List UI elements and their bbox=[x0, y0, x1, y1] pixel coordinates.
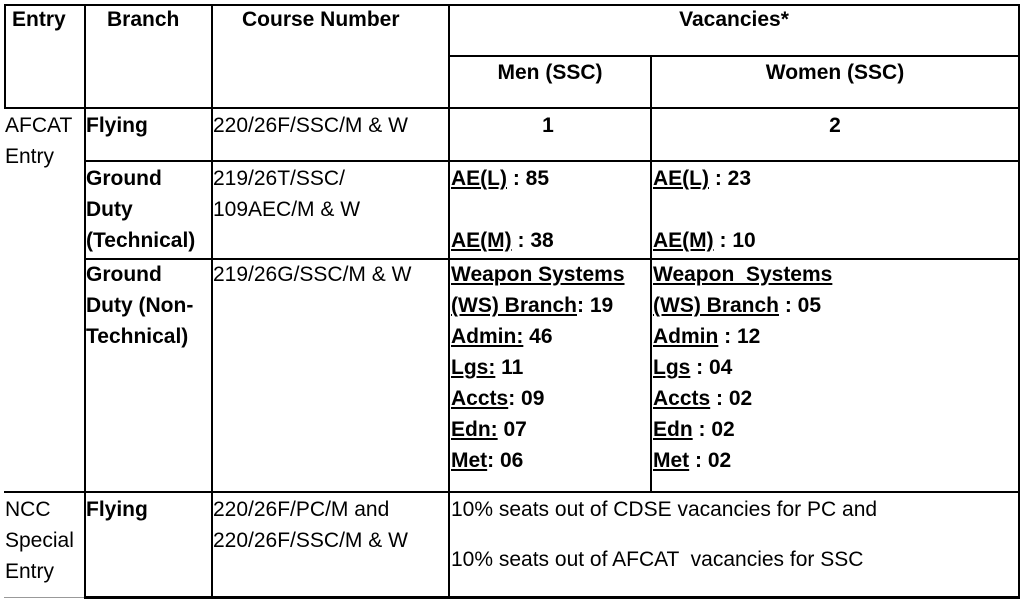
nontech-women-edn-value: : 02 bbox=[692, 418, 735, 441]
nontech-men-ws-line2 bbox=[451, 290, 613, 321]
nontech-men-edn bbox=[451, 414, 527, 445]
afcat-flying-women: 2 bbox=[829, 114, 841, 137]
technical-men-aem bbox=[451, 225, 554, 256]
nontech-women-ws-value: : 05 bbox=[779, 294, 822, 317]
header-course-number: Course Number bbox=[242, 8, 400, 31]
nontech-women-ws-line2 bbox=[653, 290, 821, 321]
table-border-bottom bbox=[84, 596, 1020, 599]
nontech-women-lgs-value: : 04 bbox=[690, 356, 733, 379]
technical-men-ael-label: AE(L) bbox=[451, 167, 507, 190]
technical-men-ael-sep: : bbox=[507, 167, 526, 190]
nontech-women-accts bbox=[653, 383, 752, 414]
nontech-women-met bbox=[653, 445, 731, 476]
nontech-men-lgs-label: Lgs: bbox=[451, 356, 496, 379]
nontech-women-lgs bbox=[653, 352, 732, 383]
row-divider-3 bbox=[4, 491, 1020, 493]
nontech-women-admin-value: : 12 bbox=[718, 325, 761, 348]
nontech-men-lgs-value: 11 bbox=[495, 356, 524, 379]
technical-women-ael-label: AE(L) bbox=[653, 167, 709, 190]
afcat-flying-course: 220/26F/SSC/M & W bbox=[213, 114, 408, 137]
technical-men-ael-value: 85 bbox=[525, 167, 550, 190]
afcat-flying-branch: Flying bbox=[86, 114, 148, 137]
technical-men-ael bbox=[451, 163, 549, 194]
nontech-men-accts-label: Accts bbox=[451, 387, 509, 410]
nontech-branch-line1: Ground bbox=[86, 263, 162, 286]
header-men: Men (SSC) bbox=[497, 61, 603, 84]
technical-course-line2: 109AEC/M & W bbox=[213, 198, 361, 221]
technical-course-line1: 219/26T/SSC/ bbox=[213, 167, 345, 190]
technical-branch-line1: Ground bbox=[86, 167, 162, 190]
technical-branch-line2: Duty bbox=[86, 198, 133, 221]
nontech-course: 219/26G/SSC/M & W bbox=[213, 263, 412, 286]
nontech-women-met-label: Met bbox=[653, 449, 690, 472]
technical-women-ael-sep: : bbox=[709, 167, 728, 190]
nontech-women-accts-label: Accts bbox=[653, 387, 711, 410]
technical-women-aem bbox=[653, 225, 756, 256]
nontech-men-ws-line1: Weapon Systems bbox=[451, 263, 625, 286]
ncc-entry-label-line1: NCC bbox=[5, 498, 51, 521]
nontech-women-edn-label: Edn bbox=[653, 418, 693, 441]
nontech-branch-line2: Duty (Non- bbox=[86, 294, 194, 317]
header-bottom-border bbox=[4, 107, 1020, 109]
technical-branch-line3: (Technical) bbox=[86, 229, 196, 252]
nontech-men-met bbox=[451, 445, 523, 476]
ncc-branch: Flying bbox=[86, 498, 148, 521]
nontech-women-admin bbox=[653, 321, 760, 352]
ncc-course-line1: 220/26F/PC/M and bbox=[213, 498, 390, 521]
nontech-men-met-label: Met bbox=[451, 449, 488, 472]
technical-men-aem-sep: : bbox=[511, 229, 531, 252]
technical-men-aem-value: 38 bbox=[530, 229, 554, 252]
ncc-entry-label-line2: Special bbox=[5, 529, 74, 552]
technical-women-ael-value: 23 bbox=[727, 167, 752, 190]
nontech-men-admin bbox=[451, 321, 553, 352]
header-vacancies: Vacancies* bbox=[679, 8, 789, 31]
technical-women-aem-label: AE(M) bbox=[653, 229, 714, 252]
nontech-men-ws-value: : 19 bbox=[577, 294, 614, 317]
header-women: Women (SSC) bbox=[765, 61, 905, 84]
technical-men-aem-label: AE(M) bbox=[451, 229, 512, 252]
ncc-vacancy-line2: 10% seats out of AFCAT vacancies for SSC bbox=[451, 548, 864, 571]
nontech-women-lgs-label: Lgs bbox=[653, 356, 691, 379]
nontech-men-lgs bbox=[451, 352, 523, 383]
nontech-men-accts bbox=[451, 383, 544, 414]
ncc-course-line2: 220/26F/SSC/M & W bbox=[213, 529, 408, 552]
nontech-women-ws-line1: Weapon Systems bbox=[653, 263, 833, 286]
row-divider-1 bbox=[84, 160, 1020, 162]
nontech-women-met-value: : 02 bbox=[689, 449, 732, 472]
afcat-flying-men: 1 bbox=[542, 114, 554, 137]
nontech-men-edn-value: 07 bbox=[497, 418, 527, 441]
nontech-men-admin-value: 46 bbox=[523, 325, 553, 348]
header-entry: Entry bbox=[12, 8, 66, 31]
nontech-men-edn-label: Edn: bbox=[451, 418, 498, 441]
nontech-branch-line3: Technical) bbox=[86, 325, 189, 348]
ncc-entry-label-line3: Entry bbox=[5, 560, 55, 583]
nontech-men-met-value: : 06 bbox=[487, 449, 524, 472]
technical-women-aem-value: 10 bbox=[732, 229, 756, 252]
nontech-women-accts-value: : 02 bbox=[710, 387, 753, 410]
technical-women-aem-sep: : bbox=[713, 229, 733, 252]
nontech-men-accts-value: : 09 bbox=[508, 387, 545, 410]
nontech-women-admin-label: Admin bbox=[653, 325, 719, 348]
table-border-left bbox=[4, 4, 6, 107]
afcat-entry-label-line1: AFCAT bbox=[5, 114, 73, 137]
afcat-entry-label-line2: Entry bbox=[5, 145, 55, 168]
nontech-men-ws-label: (WS) Branch bbox=[451, 294, 577, 317]
col-divider-course bbox=[448, 4, 450, 598]
header-branch: Branch bbox=[107, 8, 180, 31]
ncc-vacancy-line1: 10% seats out of CDSE vacancies for PC and bbox=[451, 498, 878, 521]
nontech-women-ws-label: (WS) Branch bbox=[653, 294, 779, 317]
table-border-bottom-faint bbox=[4, 597, 84, 598]
technical-women-ael bbox=[653, 163, 751, 194]
nontech-women-edn bbox=[653, 414, 735, 445]
nontech-men-admin-label: Admin: bbox=[451, 325, 524, 348]
table-border-right bbox=[1018, 4, 1020, 598]
